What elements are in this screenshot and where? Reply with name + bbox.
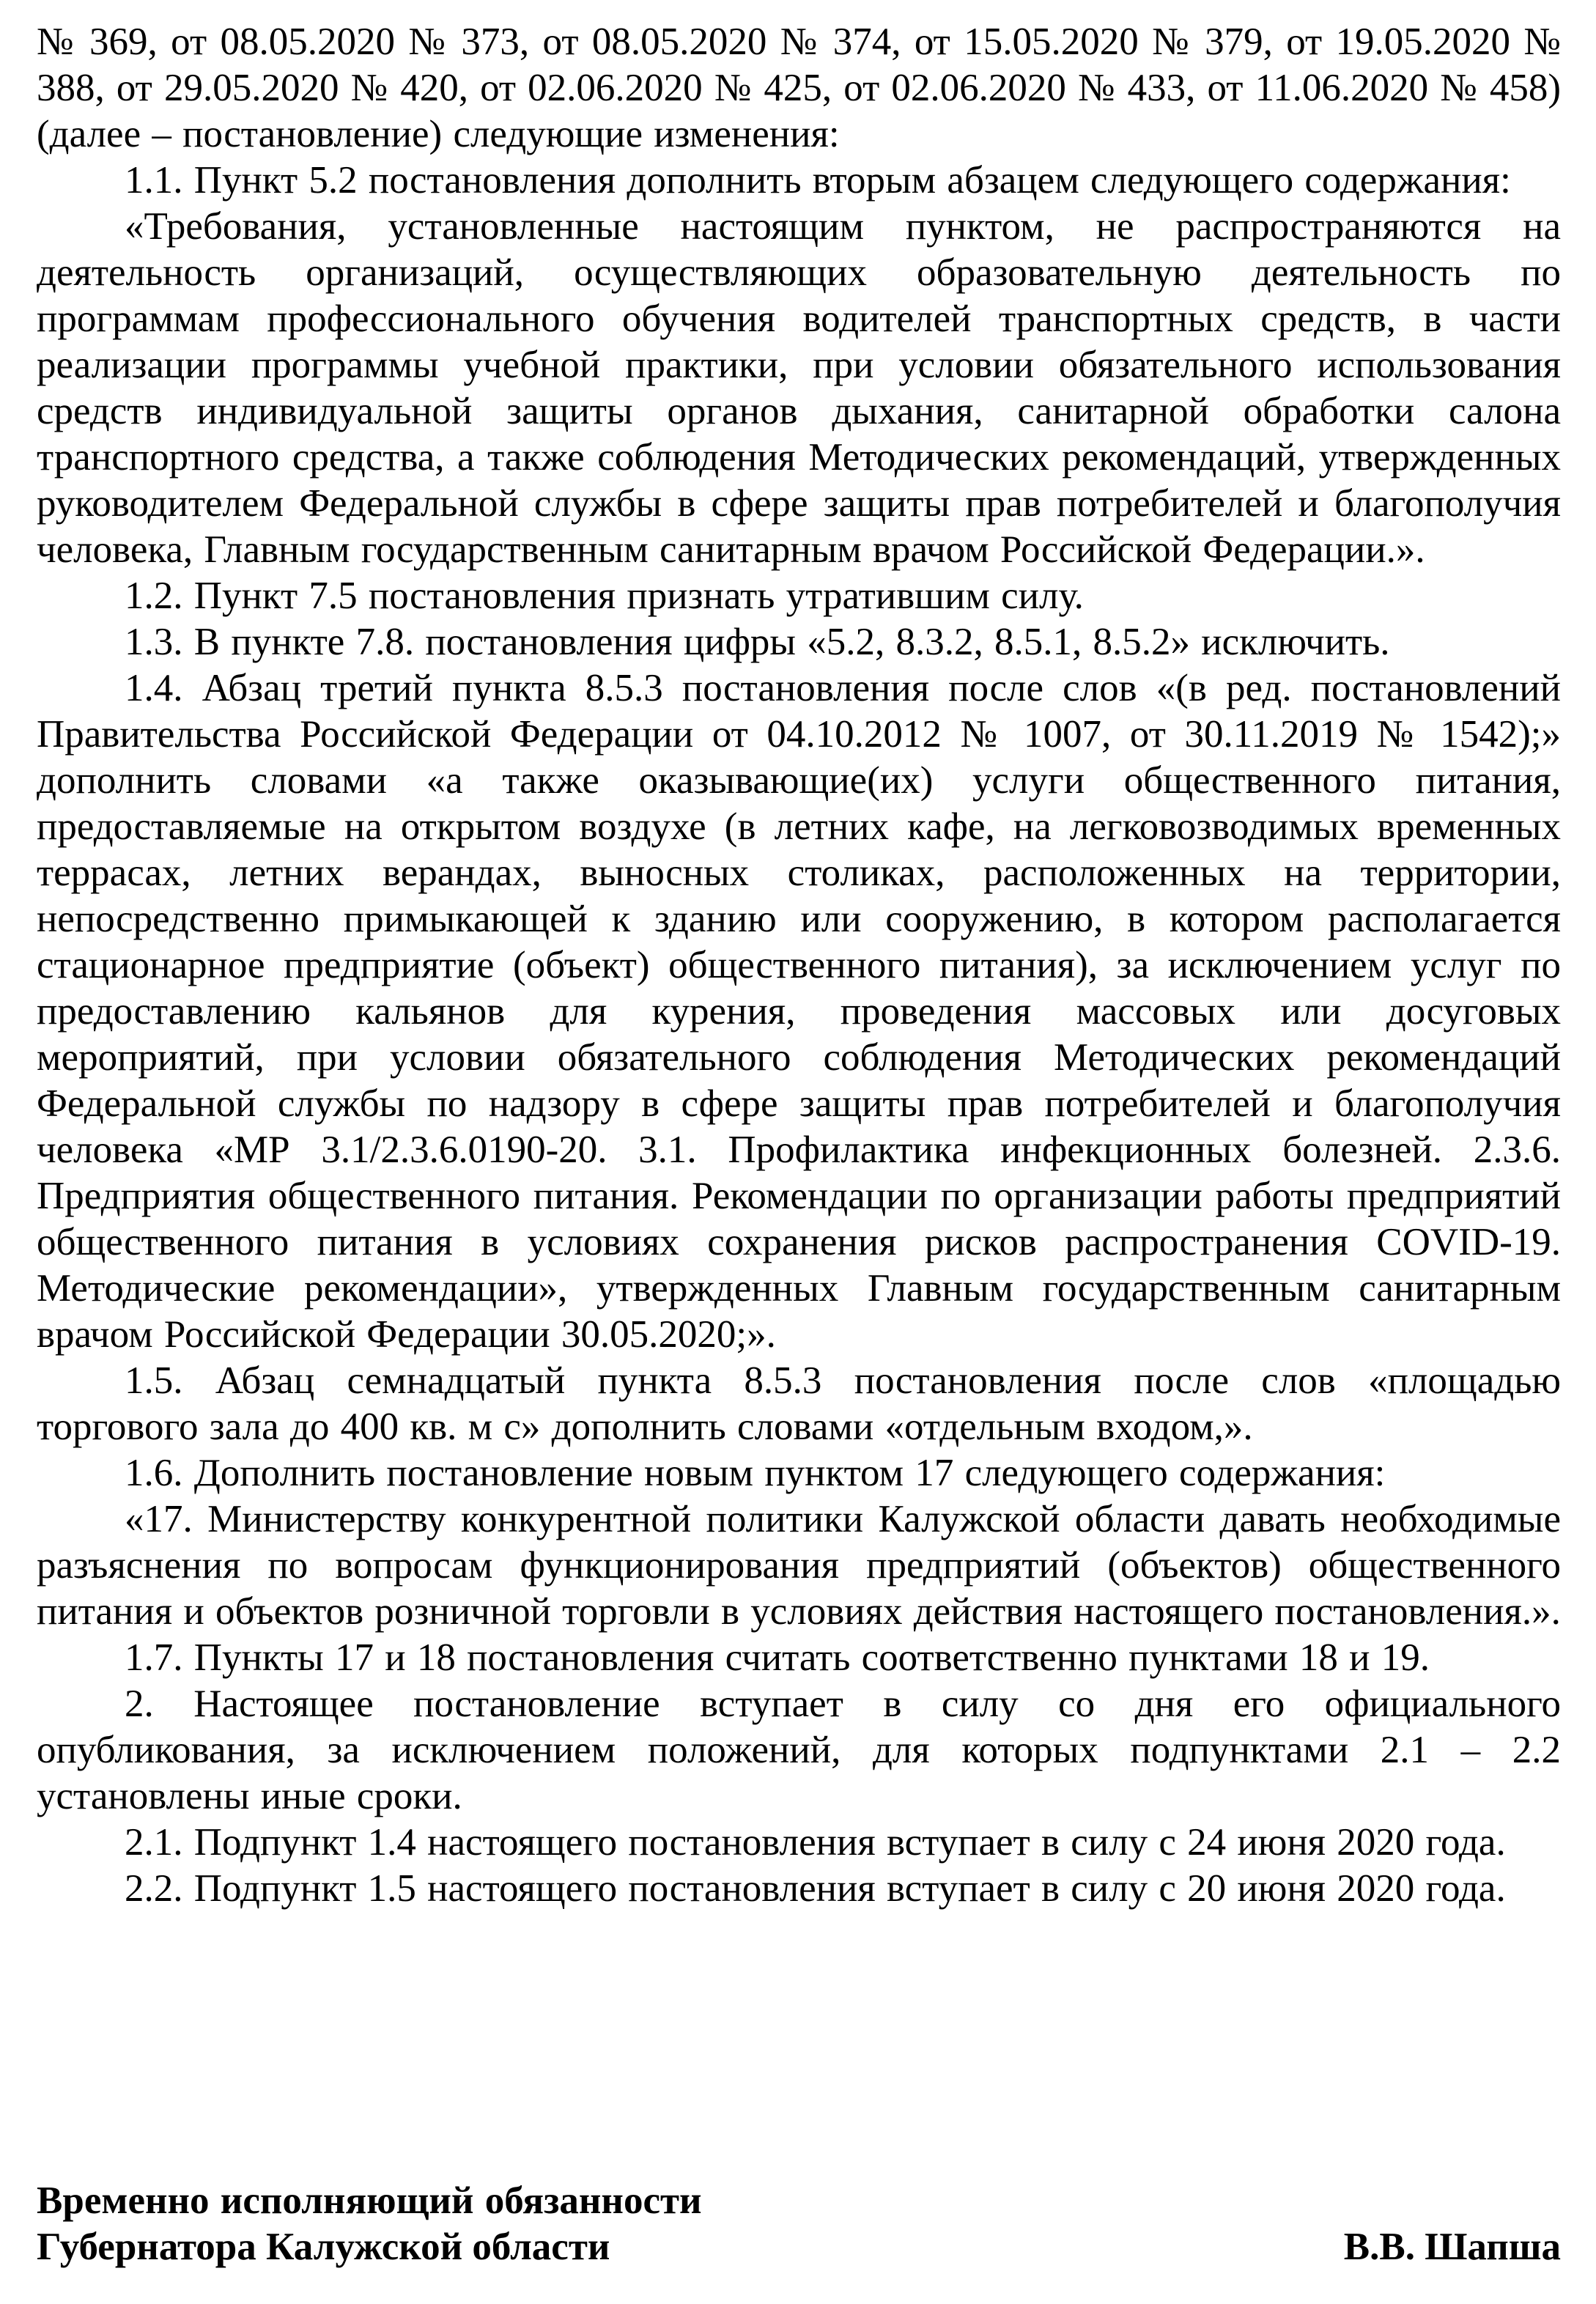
signature-block	[37, 2178, 1561, 2270]
clause-2-2: 2.2. Подпункт 1.5 настоящего постановления вступает в силу с 20 июня 2020 года.	[125, 1867, 1506, 1910]
signatory-position-line1: Временно исполняющий обязанности	[37, 2179, 702, 2222]
clause-1-5: 1.5. Абзац семнадцатый пункта 8.5.3 постановления после слов «площадью торгового зала до 400 кв. м с» дополнить словами «отдельным входом,».	[37, 1359, 1561, 1448]
signatory-position-line2: Губернатора Калужской области	[37, 2226, 610, 2268]
continuation-paragraph: № 369, от 08.05.2020 № 373, от 08.05.2020 № 374, от 15.05.2020 № 379, от 19.05.2020 № 388, от 29.05.2020 № 420, от 02.06.2020 № 425, от 02.06.2020 № 433, от 11.06.2020 № 458) (далее – постановление) следующие изменения:	[37, 21, 1561, 155]
clause-1-1-quoted-text: «Требования, установленные настоящим пунктом, не распространяются на деятельность организаций, осуществляющих образовательную деятельность по программам профессионального обучения водителей транспортных средств, в части реализации программы учебной практики, при условии обязательного использования средств индивидуальной защиты органов дыхания, санитарной обработки салона транспортного средства, а также соблюдения Методических рекомендаций, утвержденных руководителем Федеральной службы в сфере защиты прав потребителей и благополучия человека, Главным государственным санитарным врачом Российской Федерации.».	[37, 205, 1561, 571]
signatory-name: В.В. Шапша	[1343, 2226, 1561, 2268]
clause-1-6-quoted-text: «17. Министерству конкурентной политики Калужской области давать необходимые разъяснения по вопросам функционирования предприятий (объектов) общественного питания и объектов розничной торговли в условиях действия настоящего постановления.».	[37, 1498, 1561, 1633]
signature-row	[37, 2224, 1561, 2270]
clause-1-2: 1.2. Пункт 7.5 постановления признать утратившим силу.	[125, 575, 1084, 617]
clause-2: 2. Настоящее постановление вступает в силу со дня его официального опубликования, за исключением положений, для которых подпунктами 2.1 – 2.2 установлены иные сроки.	[37, 1683, 1561, 1817]
clause-1-1: 1.1. Пункт 5.2 постановления дополнить вторым абзацем следующего содержания:	[125, 159, 1511, 202]
clause-1-6: 1.6. Дополнить постановление новым пунктом 17 следующего содержания:	[125, 1452, 1386, 1494]
clause-1-3: 1.3. В пункте 7.8. постановления цифры «5.2, 8.3.2, 8.5.1, 8.5.2» исключить.	[125, 621, 1390, 663]
clause-2-1: 2.1. Подпункт 1.4 настоящего постановления вступает в силу с 24 июня 2020 года.	[125, 1821, 1506, 1864]
clause-1-7: 1.7. Пункты 17 и 18 постановления считать соответственно пунктами 18 и 19.	[125, 1636, 1430, 1679]
clause-1-4: 1.4. Абзац третий пункта 8.5.3 постановления после слов «(в ред. постановлений Правительства Российской Федерации от 04.10.2012 № 1007, от 30.11.2019 № 1542);» дополнить словами «а также оказывающие(их) услуги общественного питания, предоставляемые на открытом воздухе (в летних кафе, на легковозводимых временных террасах, летних верандах, выносных столиках, расположенных на территории, непосредственно примыкающей к зданию или сооружению, в котором располагается стационарное предприятие (объект) общественного питания), за исключением услуг по предоставлению кальянов для курения, проведения массовых или досуговых мероприятий, при условии обязательного соблюдения Методических рекомендаций Федеральной службы по надзору в сфере защиты прав потребителей и благополучия человека «МР 3.1/2.3.6.0190-20. 3.1. Профилактика инфекционных болезней. 2.3.6. Предприятия общественного питания. Рекомендации по организации работы предприятий общественного питания в условиях сохранения рисков распространения COVID-19. Методические рекомендации», утвержденных Главным государственным санитарным врачом Российской Федерации 30.05.2020;».	[37, 667, 1561, 1356]
